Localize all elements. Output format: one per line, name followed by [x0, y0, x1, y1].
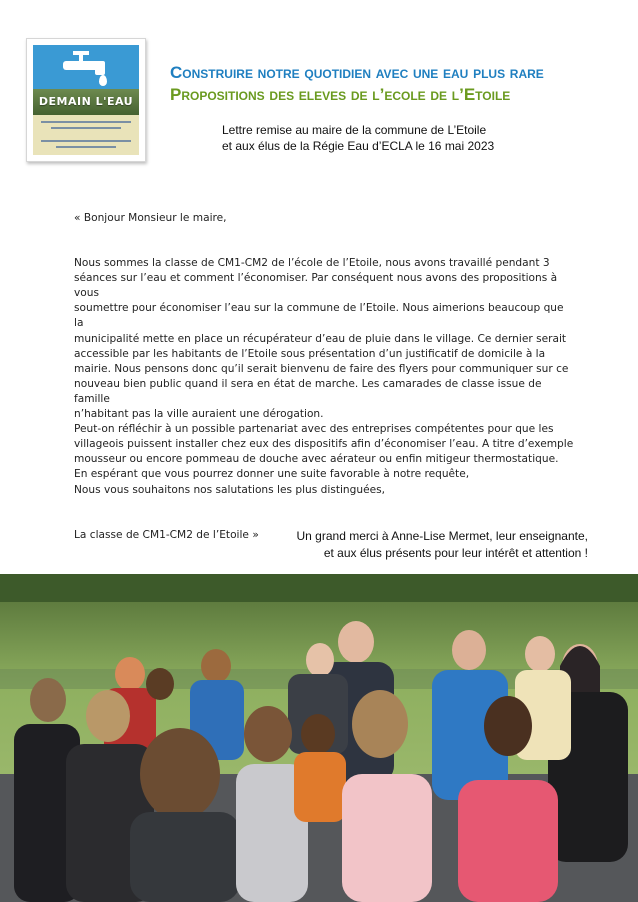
letter-line: Nous sommes la classe de CM1-CM2 de l’école de l’Etoile, nous avons travaillé pendant 3 [74, 257, 550, 270]
thanks-note [297, 528, 589, 562]
letter-body [74, 211, 574, 543]
water-drop-icon [99, 75, 107, 86]
letter-line: En espérant que vous pourrez donner une suite favorable à notre requête, [74, 468, 470, 481]
tap-icon [33, 45, 139, 95]
logo-title: DEMAIN L'EAU [38, 95, 134, 108]
letter-context [222, 122, 494, 154]
letter-line: Peut-on réfléchir à un possible partenariat avec des entreprises compétentes pour que les [74, 423, 554, 436]
page-heading [170, 62, 544, 106]
group-photo [0, 574, 638, 902]
letter-line: Nous vous souhaitons nos salutations les plus distinguées, [74, 483, 386, 496]
demain-leau-logo [26, 38, 146, 162]
letter-line: accessible par les habitants de l’Etoile sous présentation d’un justificatif de domicile à la [74, 347, 546, 360]
letter-context-line-1: Lettre remise au maire de la commune de L’Etoile [222, 123, 487, 137]
letter-line: mairie. Nous pensons donc qu’il serait bienvenu de faire des flyers pour communiquer sur ce [74, 362, 569, 375]
heading-subtitle: Propositions des eleves de l’ecole de l’Etoile [170, 85, 511, 104]
letter-line: villageois puissent installer chez eux des dispositifs afin d’économiser l’eau. A titre d’exemple [74, 438, 574, 451]
letter-line: n’habitant pas la ville auraient une dérogation. [74, 408, 324, 421]
letter-signature: La classe de CM1-CM2 de l’Etoile » [74, 528, 259, 541]
heading-title: Construire notre quotidien avec une eau plus rare [170, 63, 544, 82]
letter-line: séances sur l’eau et comment l’économiser. Par conséquent nous avons des propositions à vous [74, 272, 558, 300]
letter-line: mousseur ou encore pommeau de douche avec aérateur ou enfin mitigeur thermostatique. [74, 453, 559, 466]
thanks-line-1: Un grand merci à Anne-Lise Mermet, leur enseignante, [296, 529, 588, 543]
thanks-line-2: et aux élus présents pour leur intérêt et attention ! [323, 546, 588, 560]
letter-salutation: « Bonjour Monsieur le maire, [74, 212, 227, 224]
letter-context-line-2: et aux élus de la Régie Eau d’ECLA le 16 mai 2023 [222, 139, 495, 153]
group-photo-illustration [0, 574, 638, 902]
letter-line: municipalité mette en place un récupérateur d’eau de pluie dans le village. Ce dernier serait [74, 332, 567, 345]
letter-line: soumettre pour économiser l’eau sur la commune de l’Etoile. Nous aimerions beaucoup que la [74, 302, 564, 330]
logo-artwork [33, 45, 139, 155]
letter-line: nouveau bien public quand il sera en état de marche. Les camarades de classe issue de famille [74, 377, 542, 405]
